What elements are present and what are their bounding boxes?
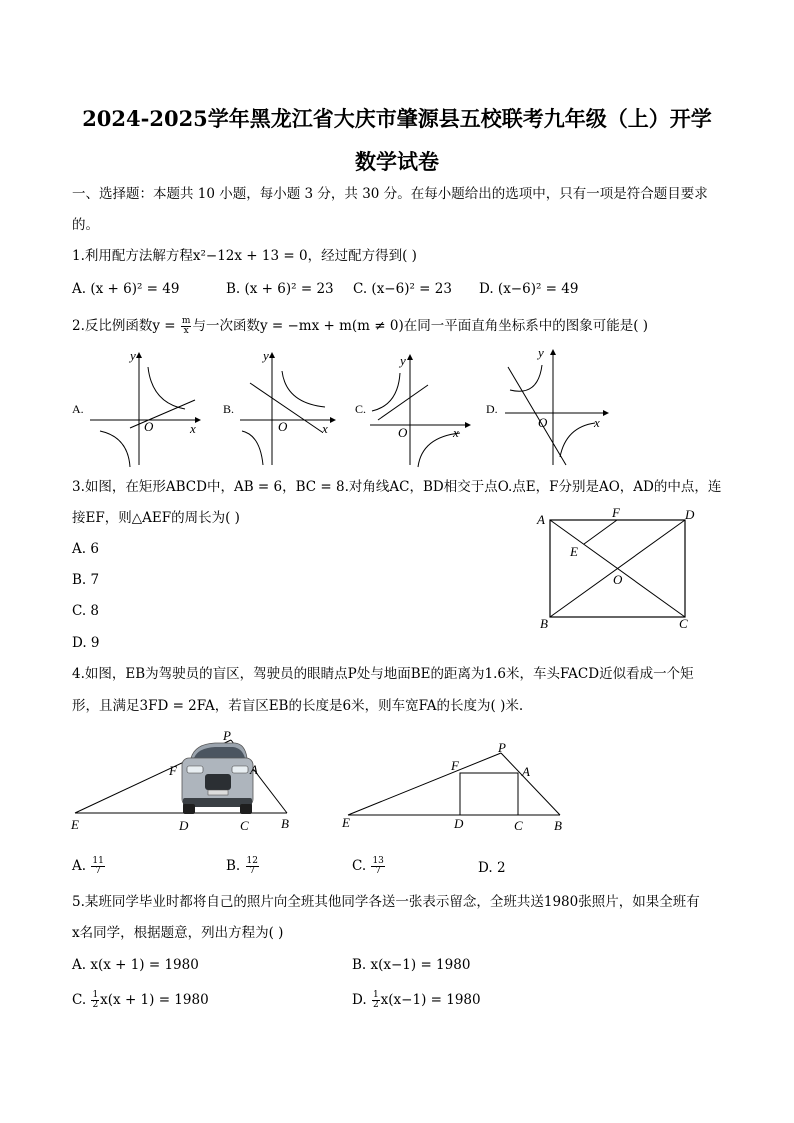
q2-stem <box>72 316 648 336</box>
q4-option-b-fraction <box>246 857 259 876</box>
q4-a-den: 7 <box>95 866 101 876</box>
q4-option-c <box>352 856 386 876</box>
q3-label-b: B <box>540 616 548 631</box>
q5-c-den: 2 <box>92 1000 99 1010</box>
q3-stem-line-1: 3.如图，在矩形ABCD中，AB = 6，BC = 8.对角线AC，BD相交于点O.点E，F分别是AO，AD的中点，连 <box>72 479 722 495</box>
title-line-2: 数学试卷 <box>355 149 439 174</box>
q3-option-d: D. 9 <box>72 635 100 651</box>
q1-option-d: D. (x−6)² = 49 <box>479 281 579 297</box>
q1-option-a: A. (x + 6)² = 49 <box>72 281 180 297</box>
q2-stem-post: 与一次函数y = −mx + m(m ≠ 0)在同一平面直角坐标系中的图象可能是( ) <box>192 318 649 334</box>
q4-a-num: 11 <box>92 856 104 866</box>
q2-d-axis-y: y <box>538 345 544 360</box>
q3-label-a: A <box>537 512 545 527</box>
q4l-label-c: C <box>240 818 249 833</box>
q4-option-b-label: B. <box>226 858 241 874</box>
q4-option-d-label: D. <box>478 860 493 876</box>
q4-option-d <box>478 858 506 878</box>
q5-c-num: 1 <box>92 990 99 1000</box>
q3-option-b: B. 7 <box>72 572 100 588</box>
q5-option-a: A. x(x + 1) = 1980 <box>72 957 199 973</box>
q5-option-c-expr: x(x + 1) = 1980 <box>100 992 209 1008</box>
q1-option-b: B. (x + 6)² = 23 <box>226 281 334 297</box>
q3-label-c: C <box>679 616 688 631</box>
q3-label-d: D <box>685 507 695 522</box>
q2-a-axis-x: x <box>190 421 196 436</box>
q5-option-d-fraction <box>372 991 380 1010</box>
q4-car-figure <box>65 728 305 838</box>
q5-option-d-label: D. <box>352 992 367 1008</box>
q2-c-axis-y: y <box>400 353 406 368</box>
q5-option-c-fraction <box>91 991 99 1010</box>
q2-c-origin: O <box>398 425 408 440</box>
q5-d-den: 2 <box>372 1000 379 1010</box>
q4r-label-f: F <box>451 758 459 773</box>
q4-option-d-value: 2 <box>496 860 506 876</box>
q3-label-f: F <box>612 505 620 520</box>
q5-stem-line-1: 5.某班同学毕业时都将自己的照片向全班其他同学各送一张表示留念，全班共送1980张照片，如果全班有 <box>72 894 700 910</box>
section-instructions-line-1: 一、选择题：本题共 10 小题，每小题 3 分，共 30 分。在每小题给出的选项中，只有一项是符合题目要求 <box>72 186 708 202</box>
q5-d-num: 1 <box>372 990 379 1000</box>
q4-option-c-label: C. <box>352 858 367 874</box>
q4l-label-a: A <box>250 762 258 777</box>
q4-c-den: 7 <box>375 866 382 876</box>
q4-stem-line-1: 4.如图，EB为驾驶员的盲区，驾驶员的眼睛点P处与地面BE的距离为1.6米，车头FACD近似看成一个矩 <box>72 666 694 682</box>
q4r-label-d: D <box>454 816 464 831</box>
q2-c-axis-x: x <box>453 425 459 440</box>
q2-label-a: A. <box>72 402 84 416</box>
q4l-label-d: D <box>179 818 189 833</box>
q2-frac-den: x <box>183 326 189 336</box>
q4-option-a-fraction <box>91 857 104 876</box>
q2-graphs <box>60 345 750 470</box>
q4-b-den: 7 <box>249 866 256 876</box>
q2-graph-d <box>486 345 608 465</box>
q4l-label-f: F <box>169 763 177 778</box>
q2-label-c: C. <box>355 402 367 416</box>
q2-d-axis-x: x <box>594 415 600 430</box>
q3-label-e: E <box>570 544 578 559</box>
q5-option-c-label: C. <box>72 992 87 1008</box>
q3-option-a: A. 6 <box>72 541 99 557</box>
q4-b-num: 12 <box>246 856 258 866</box>
q2-a-origin: O <box>144 419 154 434</box>
q4r-label-e: E <box>342 815 350 830</box>
q4l-label-b: B <box>281 816 289 831</box>
q5-option-d-expr: x(x−1) = 1980 <box>380 992 481 1008</box>
q2-label-b: B. <box>223 402 235 416</box>
q2-stem-pre: 2.反比例函数y = <box>72 318 180 334</box>
q2-fraction <box>181 317 192 336</box>
section-instructions-line-2: 的。 <box>72 217 99 233</box>
q4-option-a <box>72 856 106 876</box>
q5-option-d <box>352 990 481 1010</box>
q1-option-c: C. (x−6)² = 23 <box>353 281 452 297</box>
q2-graph-a <box>72 348 200 467</box>
q5-stem-line-2: x名同学，根据题意，列出方程为( ) <box>72 925 284 941</box>
q2-b-origin: O <box>278 419 288 434</box>
q4r-label-c: C <box>514 818 523 833</box>
q2-d-origin: O <box>538 415 548 430</box>
title-line-1: 2024-2025学年黑龙江省大庆市肇源县五校联考九年级（上）开学 <box>82 106 712 131</box>
q5-option-c <box>72 990 209 1010</box>
q2-b-axis-y: y <box>263 348 269 363</box>
q4l-label-p: P <box>223 728 231 743</box>
q4r-label-p: P <box>498 740 506 755</box>
q4-c-num: 13 <box>372 856 384 866</box>
q4r-label-a: A <box>522 764 530 779</box>
q3-rectangle-figure <box>530 502 710 634</box>
q4-stem-line-2: 形，且满足3FD = 2FA，若盲区EB的长度是6米，则车宽FA的长度为( )米. <box>72 698 524 714</box>
q2-b-axis-x: x <box>322 421 328 436</box>
q4-option-a-label: A. <box>72 858 87 874</box>
q3-label-o: O <box>613 572 623 587</box>
q4r-label-b: B <box>554 818 562 833</box>
car-illustration <box>182 743 253 814</box>
q3-option-c: C. 8 <box>72 603 100 619</box>
q2-frac-num: m <box>181 316 191 326</box>
q3-stem-line-2: 接EF，则△AEF的周长为( ) <box>72 510 240 526</box>
q2-graph-c <box>355 353 470 467</box>
q4l-label-e: E <box>71 817 79 832</box>
q5-option-b: B. x(x−1) = 1980 <box>352 957 471 973</box>
q4-geometry-figure <box>338 733 578 841</box>
q4-option-c-fraction <box>371 857 384 876</box>
q1-stem: 1.利用配方法解方程x²−12x + 13 = 0，经过配方得到( ) <box>72 248 417 264</box>
q4-option-b <box>226 856 260 876</box>
q2-a-axis-y: y <box>130 348 136 363</box>
q2-graph-b <box>223 348 335 465</box>
q2-label-d: D. <box>486 402 498 416</box>
